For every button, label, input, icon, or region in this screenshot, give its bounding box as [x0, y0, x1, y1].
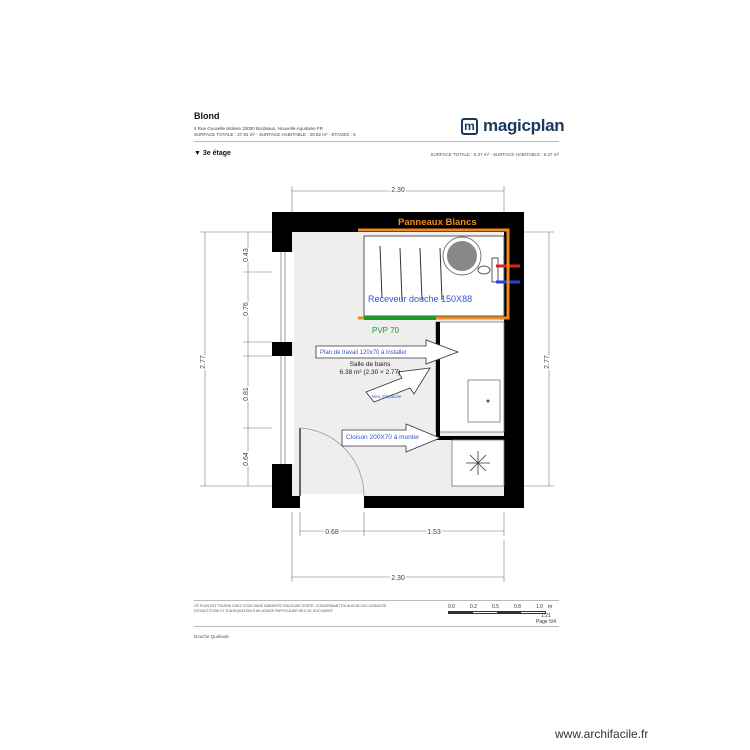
- dim-right-total: 2.77: [544, 355, 551, 369]
- mal-label: MAL Déplacée: [372, 394, 402, 399]
- plan-label: Douche Quiétude: [194, 634, 230, 639]
- logo-mark-icon: m: [461, 118, 478, 135]
- scale-label-4: 1.0: [536, 604, 543, 610]
- floor-title[interactable]: ▼ 3e étage: [194, 150, 231, 157]
- scale-segments: [448, 611, 546, 614]
- pvp-label: PVP 70: [372, 326, 399, 335]
- scale-label-1: 0.2: [470, 604, 477, 610]
- scale-label-0: 0.0: [448, 604, 455, 610]
- dim-left-seg-1: 0.43: [243, 248, 250, 262]
- dim-left-seg-4: 0.64: [243, 452, 250, 466]
- brand-name: magicplan: [483, 116, 565, 135]
- floor-surfaces: SURFACE TOTALE : 6.37 m² - SURFACE HABITABLE : 6.37 m²: [430, 152, 559, 157]
- partition-wall: [436, 436, 504, 440]
- left-window-2: [270, 356, 294, 464]
- sink: [468, 380, 500, 422]
- room-area: 6.38 m² (2.30 × 2.77): [339, 369, 401, 376]
- dim-bottom-left: 0.68: [325, 529, 339, 536]
- project-address: 4 Rue Gouvelle Moliere 33000 Bordeaux, Nouvelle-Aquitaine FR: [194, 126, 323, 131]
- dim-top: 2.30: [391, 187, 405, 194]
- scale-labels: [448, 604, 552, 611]
- shower-label: Receveur douche 150X88: [368, 294, 473, 304]
- watermark[interactable]: www.archifacile.fr: [555, 727, 649, 741]
- disclaimer-line-2: D'EXACTITUDE ET D'ADEQUATION A UN USAGE PARTICULIER DES CE DOCUMENT: [194, 609, 333, 613]
- shower-tray: [364, 236, 504, 316]
- scale-label-2: 0.5: [492, 604, 499, 610]
- dim-bottom-lines: [292, 512, 504, 582]
- dim-bottom-total: 2.30: [391, 575, 405, 582]
- left-window-1: [270, 252, 294, 342]
- door-opening: [300, 494, 364, 510]
- dim-left-total: 2.77: [200, 355, 207, 369]
- dim-left-seg-3: 0.81: [243, 387, 250, 401]
- partition-label: Cloison 200X70 à monter: [346, 434, 420, 441]
- sink-drain: [487, 400, 490, 403]
- scale-ratio: 1:21: [541, 613, 551, 619]
- panels-label: Panneaux Blancs: [398, 217, 477, 228]
- dim-left-lines: [200, 232, 272, 486]
- scale-bar: [448, 604, 552, 614]
- page-number: Page 5/4: [536, 619, 557, 625]
- project-surfaces: SURFACE TOTALE : 27.81 m² - SURFACE HABITABLE : 20.82 m² - ETAGES : 5: [194, 132, 356, 137]
- disclaimer: [194, 604, 386, 614]
- dim-bottom-right: 1.53: [427, 529, 441, 536]
- shower-drain: [446, 240, 478, 272]
- toilet-tank: [492, 258, 498, 282]
- scale-unit: m: [548, 604, 553, 610]
- footer-divider-2: [194, 626, 559, 627]
- cabinet-side-wall: [436, 322, 440, 440]
- project-title: Blond: [194, 111, 220, 121]
- scale-label-3: 0.8: [514, 604, 521, 610]
- toilet-icon: [478, 266, 490, 274]
- footer-divider: [194, 600, 559, 601]
- disclaimer-line-1: CE PLAN EST FOURNI CHEZ VOUS SANS GARANTIE D'AUCUNE SORTE, CONCERNANT EN AUCUN CAS GARANTIE: [194, 604, 387, 608]
- floor-name: 3e étage: [202, 150, 231, 157]
- room-name: Salle de bains: [349, 361, 391, 368]
- dim-left-seg-2: 0.76: [243, 302, 250, 316]
- worktop-label: Plan de travail 120x70 à installer: [320, 350, 407, 356]
